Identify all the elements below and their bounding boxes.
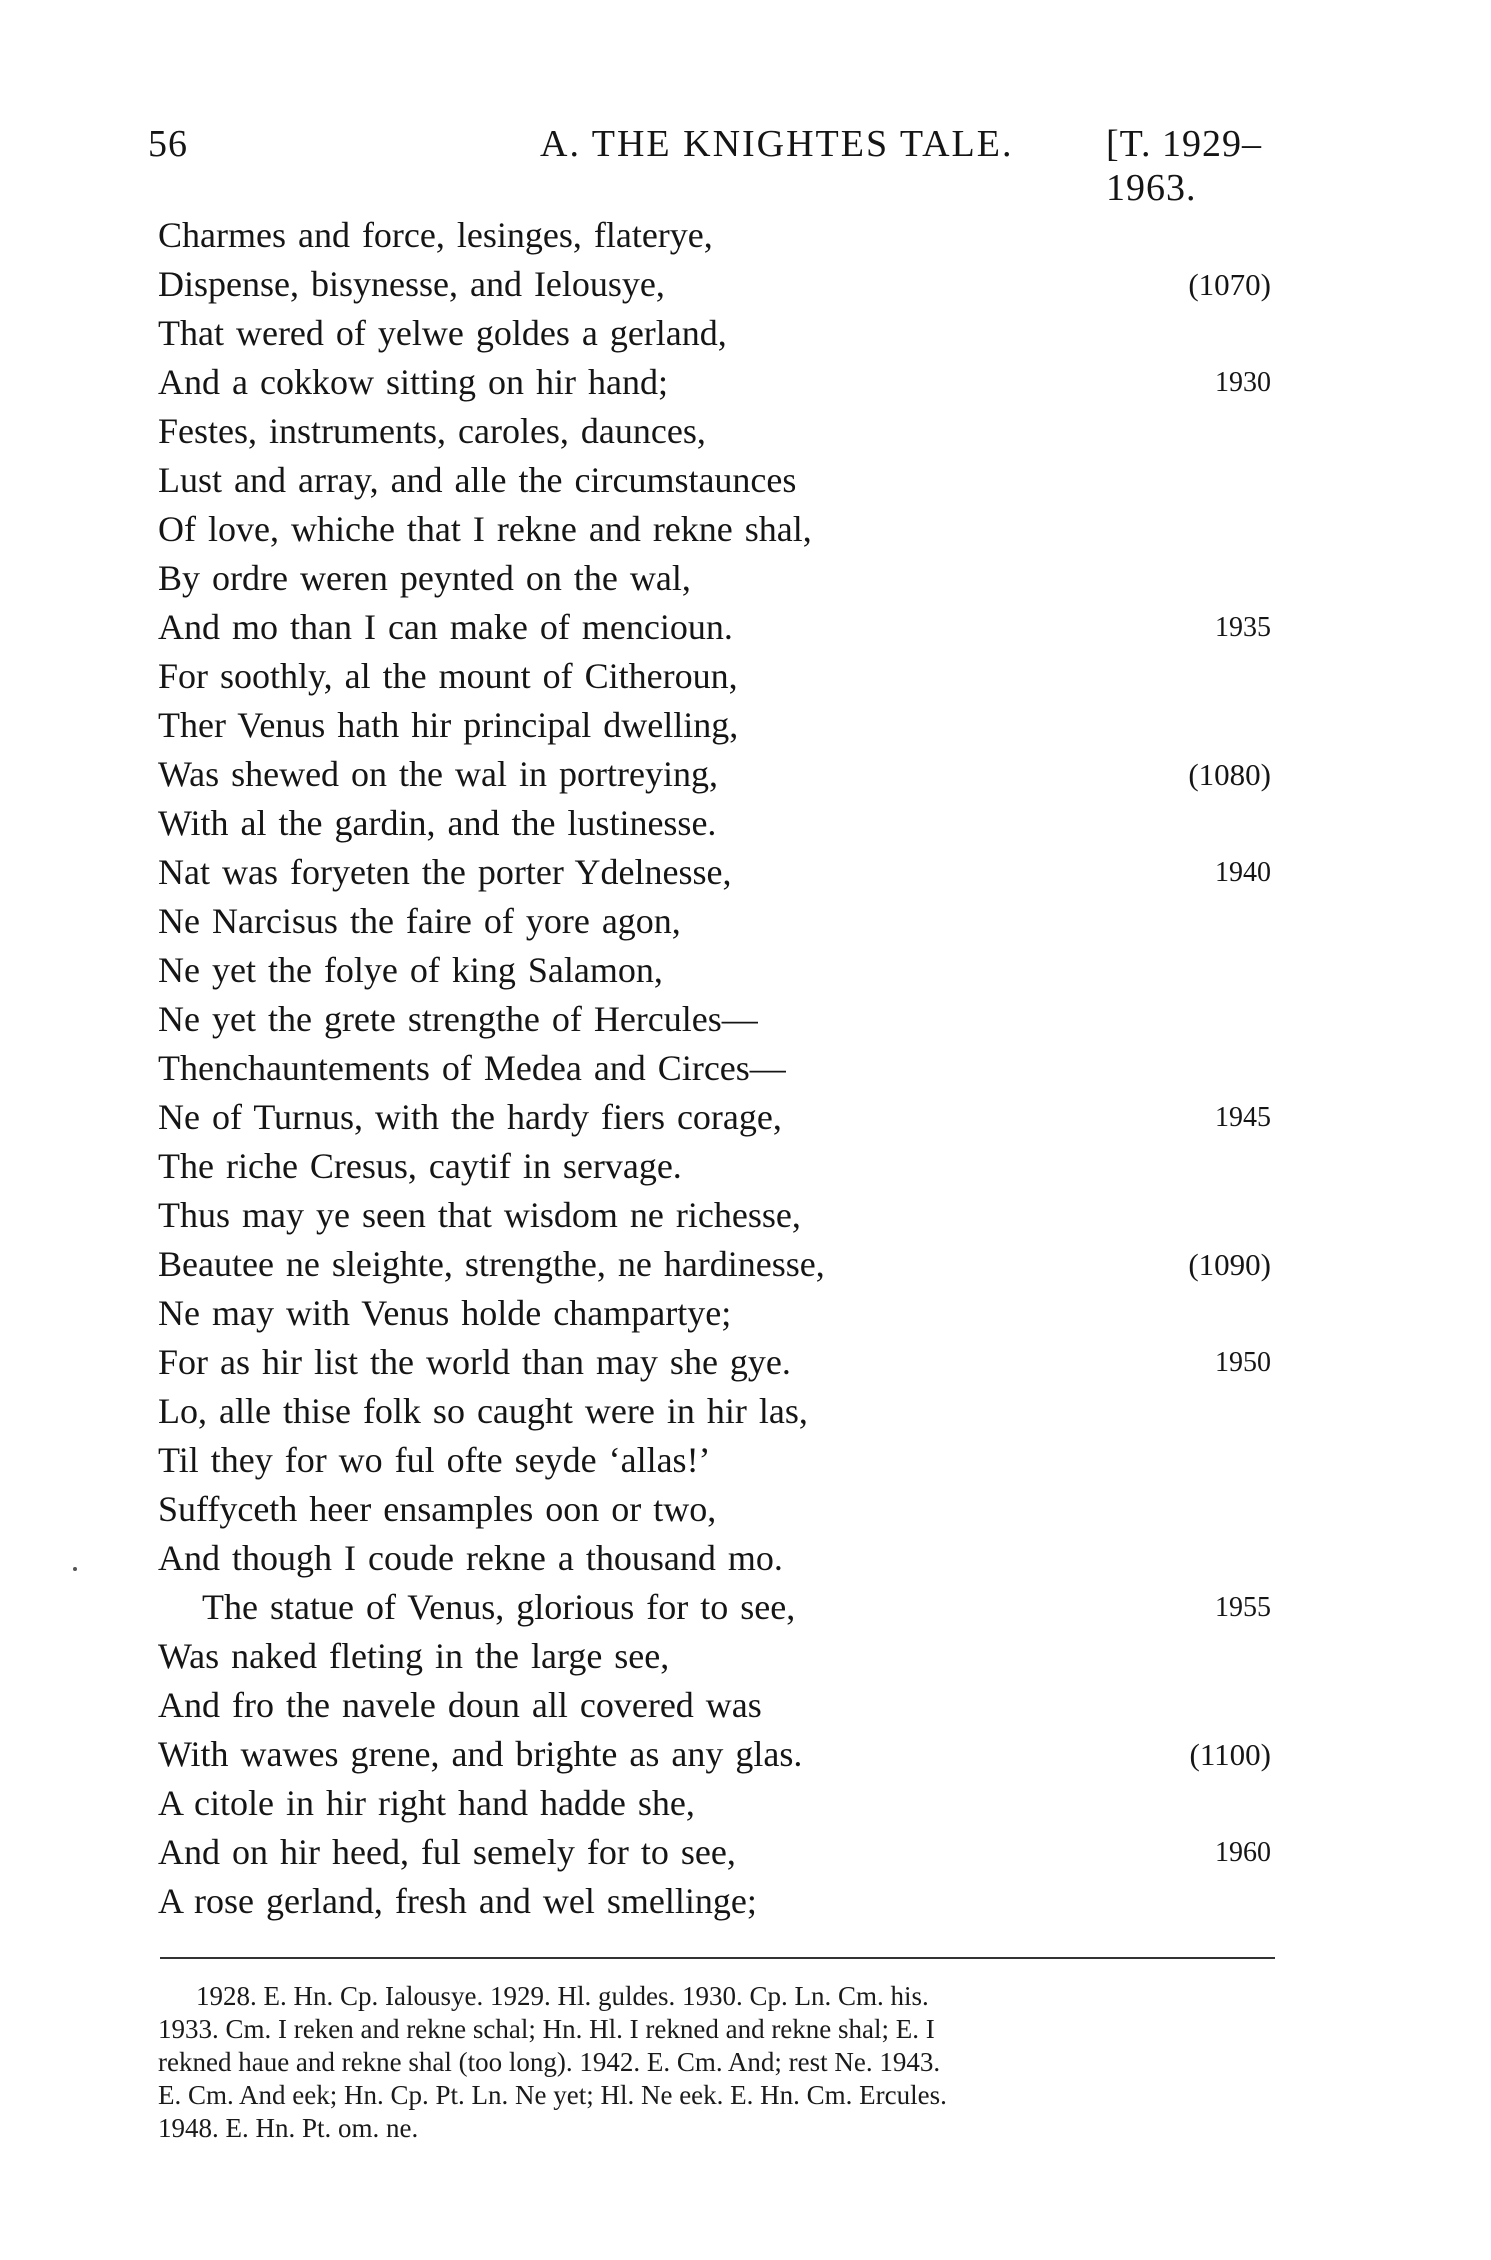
footnote-line: 1933. Cm. I reken and rekne schal; Hn. Hl. I rekned and rekne shal; E. I	[158, 2014, 935, 2044]
verse-line	[0, 211, 1491, 260]
verse-line	[0, 799, 1491, 848]
verse-line	[0, 1779, 1491, 1828]
verse-line	[0, 1289, 1491, 1338]
verse-text: A rose gerland, fresh and wel smellinge;	[158, 1881, 757, 1921]
line-number: 1930	[1215, 367, 1271, 398]
poem-text	[0, 211, 1491, 1926]
verse-text: Festes, instruments, caroles, daunces,	[158, 411, 706, 451]
verse-text: Thus may ye seen that wisdom ne richesse,	[158, 1195, 801, 1235]
verse-text: Thenchauntements of Medea and Circes—	[158, 1048, 786, 1088]
verse-text: The statue of Venus, glorious for to see,	[202, 1587, 796, 1627]
verse-line	[0, 1877, 1491, 1926]
verse-text: Was shewed on the wal in portreying,	[158, 754, 718, 794]
verse-line	[0, 1338, 1491, 1387]
verse-line	[0, 1485, 1491, 1534]
verse-text: With wawes grene, and brighte as any glas.	[158, 1734, 803, 1774]
verse-text: Ne may with Venus holde champartye;	[158, 1293, 732, 1333]
verse-line	[0, 1191, 1491, 1240]
footnote-line: 1928. E. Hn. Cp. Ialousye. 1929. Hl. guldes. 1930. Cp. Ln. Cm. his.	[196, 1981, 929, 2011]
verse-line	[0, 1730, 1491, 1779]
verse-text: Lo, alle thise folk so caught were in hir las,	[158, 1391, 808, 1431]
verse-text: Charmes and force, lesinges, flaterye,	[158, 215, 713, 255]
verse-text: Dispense, bisynesse, and Ielousye,	[158, 264, 665, 304]
running-header	[148, 122, 1280, 209]
verse-line	[0, 260, 1491, 309]
footnote-line: rekned haue and rekne shal (too long). 1942. E. Cm. And; rest Ne. 1943.	[158, 2047, 941, 2077]
verse-line	[0, 407, 1491, 456]
line-number: (1070)	[1188, 267, 1271, 302]
running-title: A. THE KNIGHTES TALE.	[540, 123, 1014, 165]
verse-text: Nat was foryeten the porter Ydelnesse,	[158, 852, 732, 892]
footnote-line: E. Cm. And eek; Hn. Cp. Pt. Ln. Ne yet; Hl. Ne eek. E. Hn. Cm. Ercules.	[158, 2080, 947, 2110]
line-number: 1960	[1215, 1837, 1271, 1868]
line-number: 1950	[1215, 1347, 1271, 1378]
verse-text: Ne yet the grete strengthe of Hercules—	[158, 999, 758, 1039]
line-number: 1945	[1215, 1102, 1271, 1133]
verse-text: For as hir list the world than may she gye.	[158, 1342, 791, 1382]
verse-line	[0, 1387, 1491, 1436]
line-range: [T. 1929–1963.	[1106, 123, 1263, 209]
verse-text: Ne yet the folye of king Salamon,	[158, 950, 663, 990]
verse-line	[0, 750, 1491, 799]
verse-line	[0, 1142, 1491, 1191]
verse-text: Ther Venus hath hir principal dwelling,	[158, 705, 739, 745]
verse-line	[0, 1583, 1491, 1632]
verse-line	[0, 897, 1491, 946]
line-number: 1955	[1215, 1592, 1271, 1623]
verse-text: And mo than I can make of mencioun.	[158, 607, 733, 647]
verse-text: With al the gardin, and the lustinesse.	[158, 803, 717, 843]
verse-text: And fro the navele doun all covered was	[158, 1685, 762, 1725]
verse-line	[0, 554, 1491, 603]
verse-line	[0, 946, 1491, 995]
verse-line	[0, 1044, 1491, 1093]
verse-line	[0, 995, 1491, 1044]
verse-line	[0, 1681, 1491, 1730]
verse-line	[0, 1828, 1491, 1877]
verse-text: And a cokkow sitting on hir hand;	[158, 362, 668, 402]
verse-line	[0, 848, 1491, 897]
verse-text: Suffyceth heer ensamples oon or two,	[158, 1489, 717, 1529]
verse-line	[0, 456, 1491, 505]
verse-line	[0, 1240, 1491, 1289]
footnotes	[158, 1980, 1273, 2145]
verse-line	[0, 1534, 1491, 1583]
line-number: (1100)	[1189, 1737, 1271, 1772]
verse-text: Of love, whiche that I rekne and rekne shal,	[158, 509, 812, 549]
verse-line	[0, 505, 1491, 554]
verse-text: Was naked fleting in the large see,	[158, 1636, 670, 1676]
verse-line	[0, 358, 1491, 407]
line-number: 1935	[1215, 612, 1271, 643]
margin-mark	[73, 1567, 77, 1571]
verse-text: Beautee ne sleighte, strengthe, ne hardinesse,	[158, 1244, 825, 1284]
verse-line	[0, 309, 1491, 358]
verse-text: Til they for wo ful ofte seyde ‘allas!’	[158, 1440, 711, 1480]
verse-text: By ordre weren peynted on the wal,	[158, 558, 691, 598]
footnote-line: 1948. E. Hn. Pt. om. ne.	[158, 2113, 419, 2143]
line-number: 1940	[1215, 857, 1271, 888]
footnote-rule	[160, 1957, 1275, 1959]
verse-text: A citole in hir right hand hadde she,	[158, 1783, 695, 1823]
verse-text: That wered of yelwe goldes a gerland,	[158, 313, 727, 353]
verse-line	[0, 603, 1491, 652]
verse-text: And on hir heed, ful semely for to see,	[158, 1832, 736, 1872]
verse-line	[0, 652, 1491, 701]
verse-line	[0, 1436, 1491, 1485]
verse-text: Ne Narcisus the faire of yore agon,	[158, 901, 681, 941]
verse-text: Lust and array, and alle the circumstaunces	[158, 460, 797, 500]
verse-text: For soothly, al the mount of Citheroun,	[158, 656, 738, 696]
line-number: (1080)	[1188, 757, 1271, 792]
line-number: (1090)	[1188, 1247, 1271, 1282]
verse-text: The riche Cresus, caytif in servage.	[158, 1146, 682, 1186]
verse-line	[0, 1093, 1491, 1142]
verse-text: Ne of Turnus, with the hardy fiers corage,	[158, 1097, 782, 1137]
verse-text: And though I coude rekne a thousand mo.	[158, 1538, 783, 1578]
verse-line	[0, 701, 1491, 750]
verse-line	[0, 1632, 1491, 1681]
page-number: 56	[148, 123, 188, 165]
